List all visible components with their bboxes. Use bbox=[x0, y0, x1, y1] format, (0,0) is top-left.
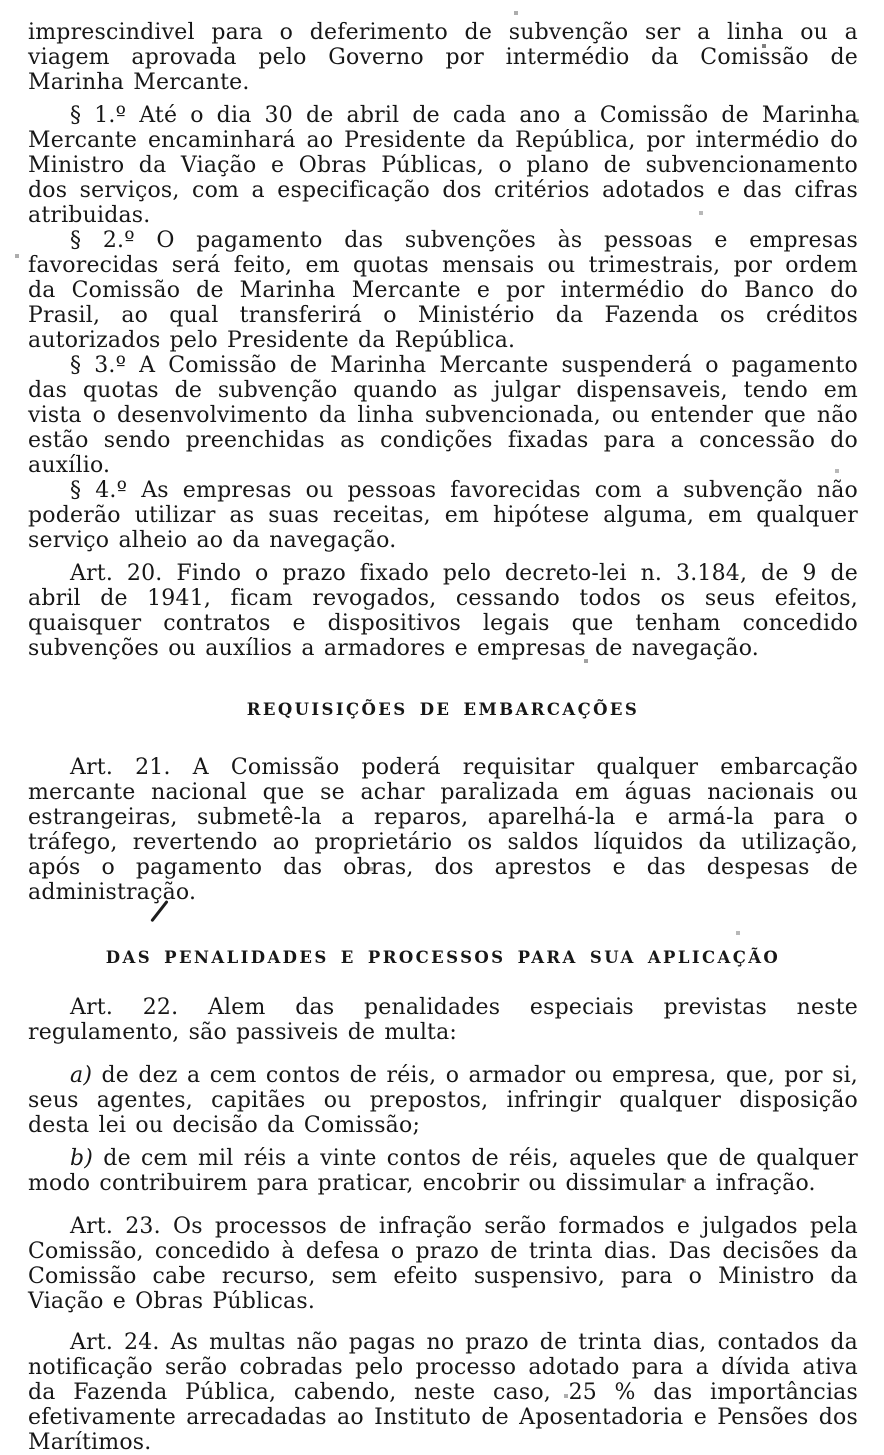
list-item-b bbox=[28, 1146, 858, 1196]
paragraph-section-2: § 2.º O pagamento das subvenções às pessoas e empresas favorecidas será feito, em quotas mensais ou trimestrais, por ordem da Comissão de Marinha Mercante e por intermédio do Banco do Prasil, ao qual transferirá o Ministério da Fazenda os créditos autorizados pelo Presidente da República. bbox=[28, 228, 858, 353]
paragraph-section-4: § 4.º As empresas ou pessoas favorecidas com a subvenção não poderão utilizar as suas receitas, em hipótese alguma, em qualquer serviço alheio ao da navegação. bbox=[28, 478, 858, 553]
item-a-marker: a) bbox=[70, 1063, 93, 1088]
article-20-paragraph: Art. 20. Findo o prazo fixado pelo decreto-lei n. 3.184, de 9 de abril de 1941, ficam revogados, cessando todos os seus efeitos, quaisquer contratos e dispositivos legais que tenham concedido subvenções ou auxílios a armadores e empresas de navegação. bbox=[28, 561, 858, 661]
list-item-a bbox=[28, 1063, 858, 1138]
paragraph-section-1: § 1.º Até o dia 30 de abril de cada ano a Comissão de Marinha Mercante encaminhará ao Presidente da República, por intermédio do Ministro da Viação e Obras Públicas, o plano de subvencionamento dos serviços, com a especificação dos critérios adotados e das cifras atribuidas. bbox=[28, 103, 858, 228]
article-23-paragraph: Art. 23. Os processos de infração serão formados e julgados pela Comissão, concedido à defesa o prazo de trinta dias. Das decisões da Comissão cabe recurso, sem efeito suspensivo, para o Ministro da Viação e Obras Públicas. bbox=[28, 1214, 858, 1314]
scan-speck-layer bbox=[0, 0, 2, 2]
item-a-text: de dez a cem contos de réis, o armador ou empresa, que, por si, seus agentes, capitães ou prepostos, infringir qualquer disposição desta lei ou decisão da Comissão; bbox=[28, 1063, 859, 1138]
section-heading-requisicoes: REQUISIÇÕES DE EMBARCAÇÕES bbox=[246, 700, 640, 719]
item-b-text: de cem mil réis a vinte contos de réis, aqueles que de qualquer modo contribuirem para praticar, encobrir ou dissimular a infração. bbox=[28, 1146, 858, 1196]
article-21-paragraph: Art. 21. A Comissão poderá requisitar qualquer embarcação mercante nacional que se achar paralizada em águas nacionais ou estrangeiras, submetê-la a reparos, aparelhá-la e armá-la para o tráfego, revertendo ao proprietário os saldos líquidos da utilização, após o pagamento das obras, dos aprestos e das despesas de administração. bbox=[28, 755, 858, 905]
paragraph-section-3: § 3.º A Comissão de Marinha Mercante suspenderá o pagamento das quotas de subvenção quando as julgar dispensaveis, tendo em vista o desenvolvimento da linha subvencionada, ou entender que não estão sendo preenchidas as condições fixadas para a concessão do auxílio. bbox=[28, 353, 858, 478]
section-heading-penalidades: DAS PENALIDADES E PROCESSOS PARA SUA APLICAÇÃO bbox=[105, 948, 781, 967]
paragraph-continuation: imprescindivel para o deferimento de subvenção ser a linha ou a viagem aprovada pelo Governo por intermédio da Comissão de Marinha Mercante. bbox=[28, 20, 858, 95]
article-22-paragraph: Art. 22. Alem das penalidades especiais previstas neste regulamento, são passiveis de multa: bbox=[28, 995, 858, 1045]
article-24-paragraph: Art. 24. As multas não pagas no prazo de trinta dias, contados da notificação serão cobradas pelo processo adotado para a dívida ativa da Fazenda Pública, cabendo, neste caso, 25 % das importâncias efetivamente arrecadadas ao Instituto de Aposentadoria e Pensões dos Marítimos. bbox=[28, 1330, 858, 1455]
item-b-marker: b) bbox=[70, 1146, 94, 1171]
